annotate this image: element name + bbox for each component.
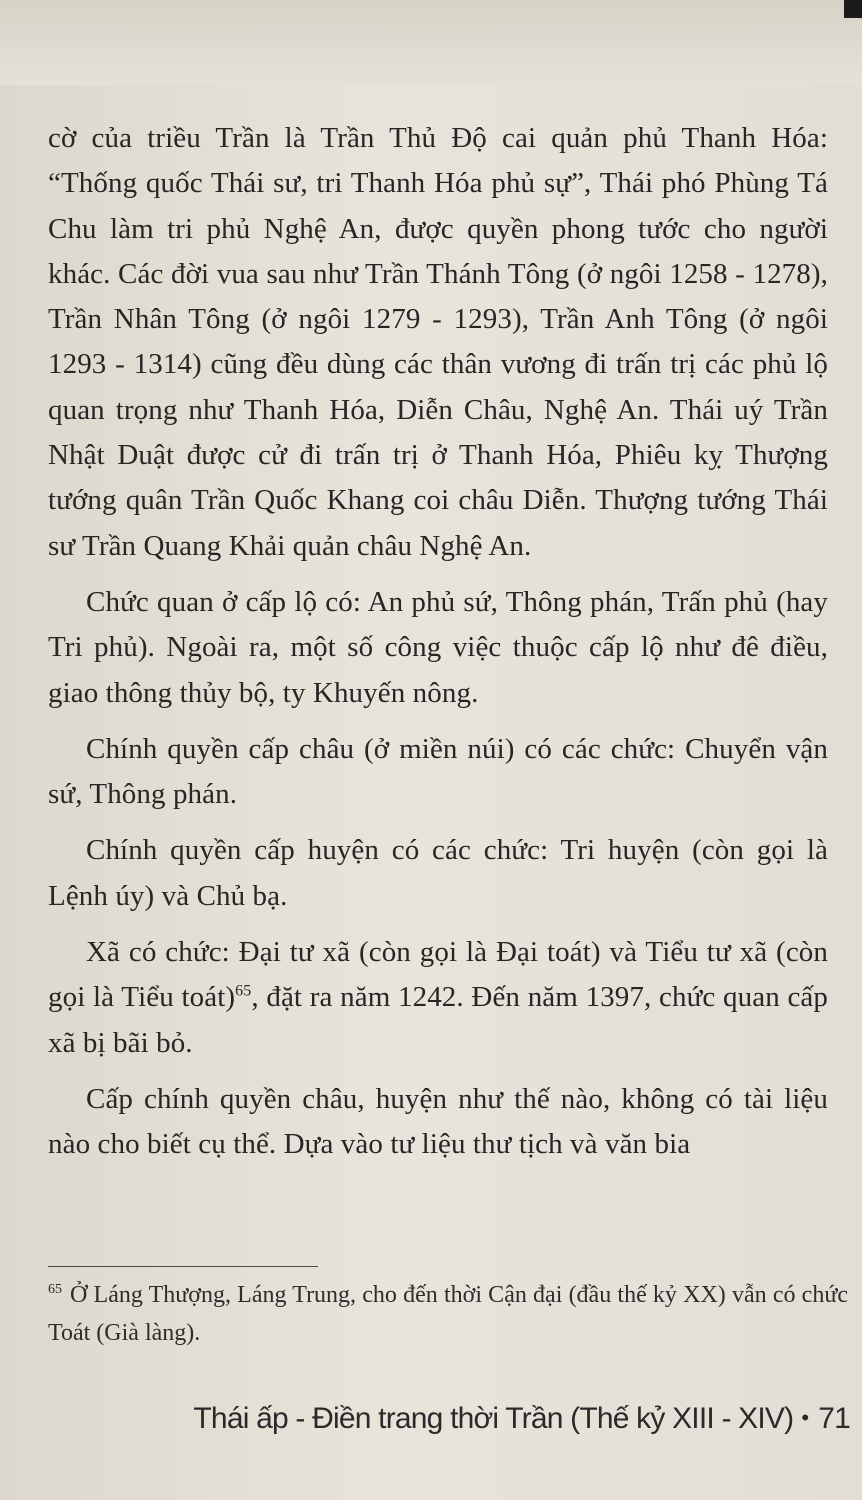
paragraph-5-before-note: Xã có chức: Đại tư xã (còn gọi là Đại toát) và Tiểu tư xã (còn gọi là Tiểu toát) xyxy=(48,936,828,1014)
dark-corner xyxy=(844,0,862,18)
running-footer xyxy=(193,1400,850,1437)
footnote-marker: 65 xyxy=(48,1282,62,1297)
footnote xyxy=(48,1276,848,1352)
page-top-shadow xyxy=(0,0,862,85)
footnote-text: Ở Láng Thượng, Láng Trung, cho đến thời Cận đại (đầu thế kỷ XX) vẫn có chức Toát (Già làng). xyxy=(48,1282,848,1346)
paragraph-4: Chính quyền cấp huyện có các chức: Tri huyện (còn gọi là Lệnh úy) và Chủ bạ. xyxy=(48,834,828,912)
paragraph-1: cờ của triều Trần là Trần Thủ Độ cai quản phủ Thanh Hóa: “Thống quốc Thái sư, tri Thanh Hóa phủ sự”, Thái phó Phùng Tá Chu làm tri phủ Nghệ An, được quyền phong tước cho người khác. Các đời vua sau như Trần Thánh Tông (ở ngôi 1258 - 1278), Trần Nhân Tông (ở ngôi 1279 - 1293), Trần Anh Tông (ở ngôi 1293 - 1314) cũng đều dùng các thân vương đi trấn trị các phủ lộ quan trọng như Thanh Hóa, Diễn Châu, Nghệ An. Thái uý Trần Nhật Duật được cử đi trấn trị ở Thanh Hóa, Phiêu kỵ Thượng tướng quân Trần Quốc Khang coi châu Diễn. Thượng tướng Thái sư Trần Quang Khải quản châu Nghệ An. xyxy=(48,122,828,562)
footnote-reference: 65 xyxy=(235,982,252,1000)
paragraph-5-after-note: , đặt ra năm 1242. Đến năm 1397, chức quan cấp xã bị bãi bỏ. xyxy=(48,981,828,1059)
footer-separator: • xyxy=(801,1405,809,1430)
footnote-separator xyxy=(48,1266,318,1267)
main-text-block xyxy=(48,116,828,1179)
book-title: Thái ấp - Điền trang thời Trần (Thế kỷ XIII - XIV) xyxy=(193,1402,794,1435)
page-number: 71 xyxy=(818,1402,850,1435)
paragraph-2: Chức quan ở cấp lộ có: An phủ sứ, Thông phán, Trấn phủ (hay Tri phủ). Ngoài ra, một số công việc thuộc cấp lộ như đê điều, giao thông thủy bộ, ty Khuyến nông. xyxy=(48,585,828,709)
paragraph-3: Chính quyền cấp châu (ở miền núi) có các chức: Chuyển vận sứ, Thông phán. xyxy=(48,732,828,811)
paragraph-5 xyxy=(48,930,828,1066)
paragraph-6: Cấp chính quyền châu, huyện như thế nào, không có tài liệu nào cho biết cụ thể. Dựa vào tư liệu thư tịch và văn bia xyxy=(48,1082,828,1161)
